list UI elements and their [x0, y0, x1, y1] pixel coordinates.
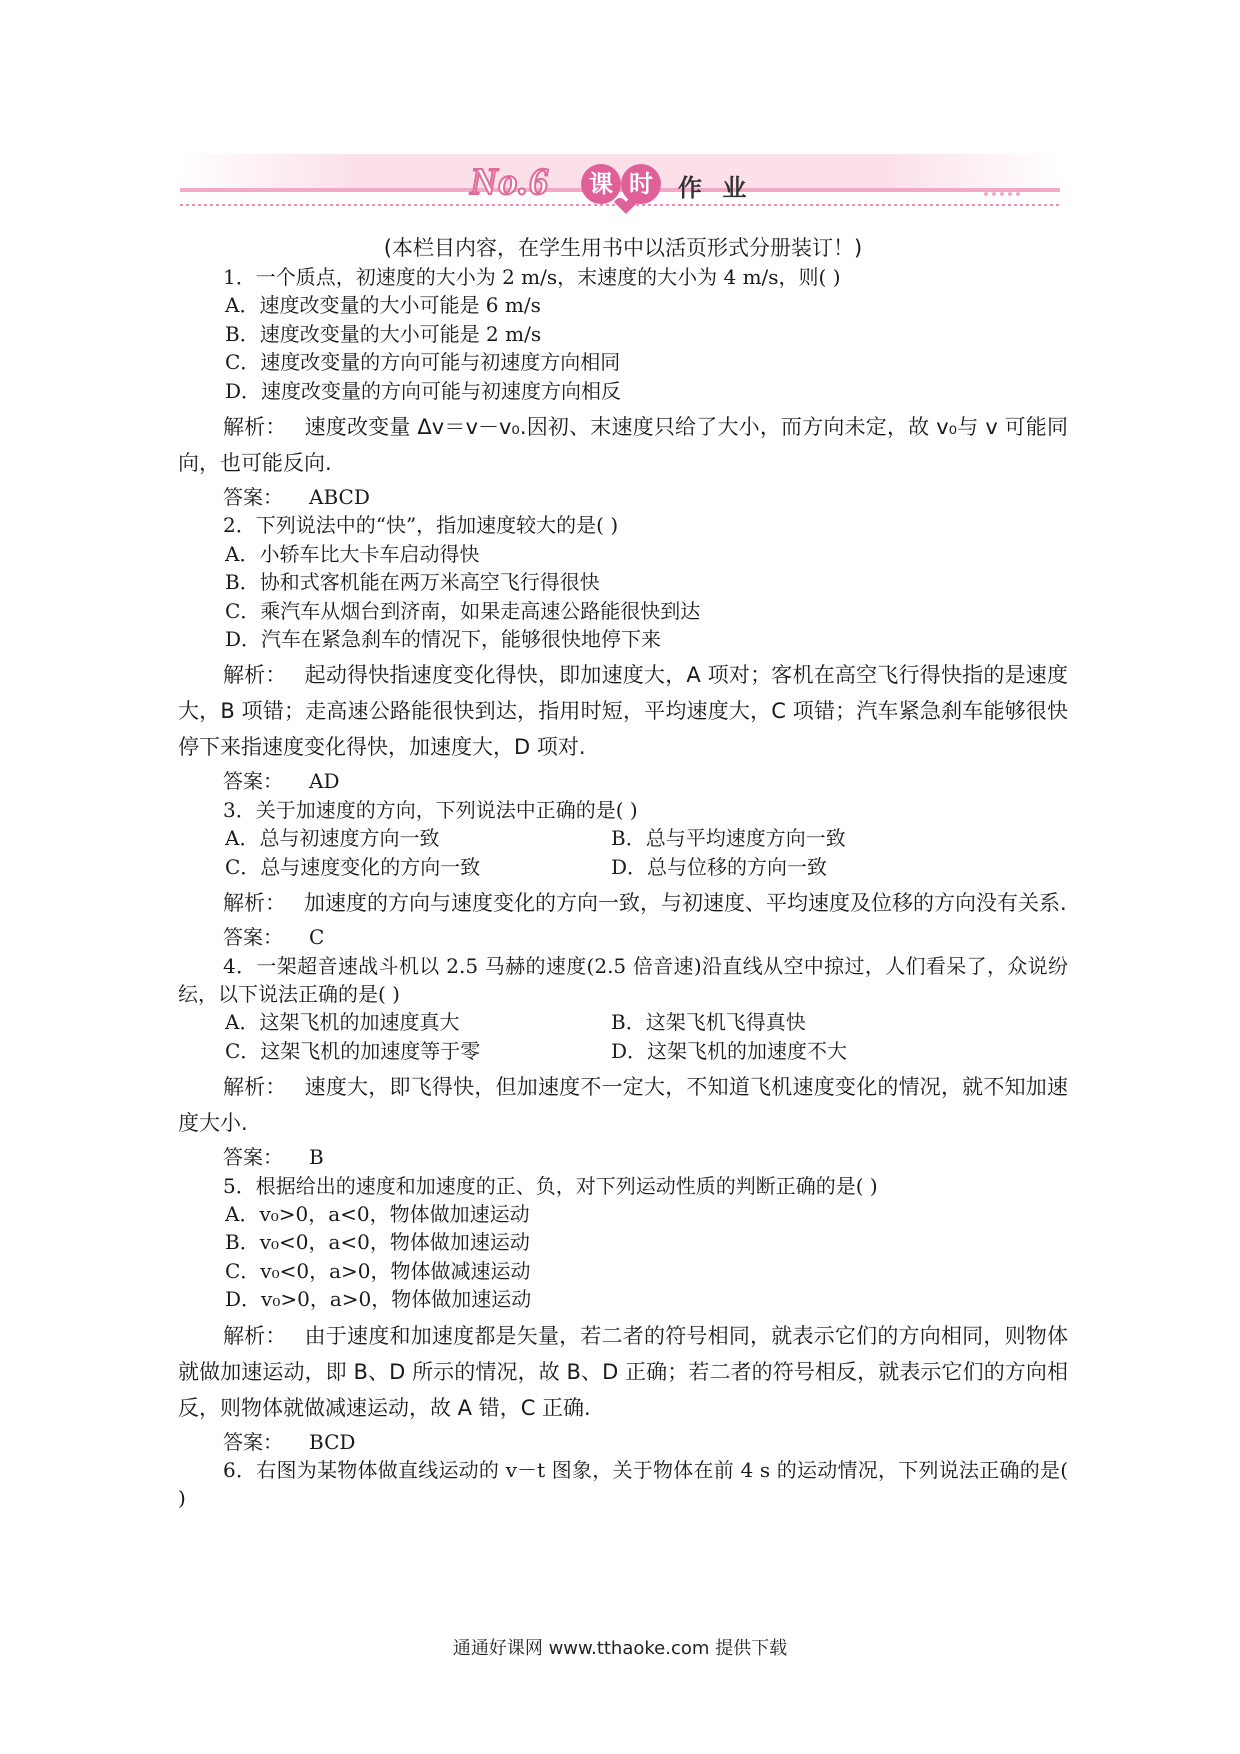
- explanation-text: 加速度的方向与速度变化的方向一致，与初速度、平均速度及位移的方向没有关系.: [304, 891, 1067, 916]
- explanation-text: 速度大，即飞得快，但加速度不一定大，不知道飞机速度变化的情况，就不知加速度大小.: [178, 1075, 1069, 1136]
- answer-value: ABCD: [309, 485, 370, 510]
- question-4-options-row-1: [178, 1008, 1068, 1036]
- question-2-option-c: C．乘汽车从烟台到济南，如果走高速公路能很快到达: [225, 598, 701, 623]
- question-5-option-d: D．v₀>0，a>0，物体做加速运动: [225, 1287, 532, 1312]
- explanation-text: 速度改变量 Δv＝v－v₀.因初、末速度只给了大小，而方向未定，故 v₀与 v 可能同向，也可能反向.: [178, 415, 1068, 476]
- explanation-label: 解析：: [223, 415, 287, 440]
- question-5-explanation: [178, 1318, 1068, 1426]
- page-footer: 通通好课网 www.tthaoke.com 提供下载: [452, 1638, 788, 1659]
- question-1-option-c: C．速度改变量的方向可能与初速度方向相同: [225, 350, 621, 375]
- question-4-stem: 4．一架超音速战斗机以 2.5 马赫的速度(2.5 倍音速)沿直线从空中掠过，人们看呆了，众说纷纭，以下说法正确的是( ): [178, 953, 1068, 1006]
- answer-label: 答案：: [223, 1429, 283, 1454]
- answer-label: 答案：: [223, 769, 283, 794]
- question-3-option-d: D．总与位移的方向一致: [611, 854, 828, 879]
- answer-value: C: [309, 925, 325, 950]
- question-2-explanation: [178, 657, 1068, 765]
- answer-label: 答案：: [223, 1145, 283, 1170]
- question-4-answer: [178, 1143, 1068, 1171]
- question-2-stem: 2．下列说法中的“快”，指加速度较大的是( ): [223, 513, 619, 538]
- question-3-option-a: A．总与初速度方向一致: [225, 826, 440, 851]
- question-1-answer: [178, 483, 1068, 511]
- question-1-option-d: D．速度改变量的方向可能与初速度方向相反: [225, 378, 622, 403]
- lesson-number: No.6: [470, 161, 549, 203]
- answer-value: B: [309, 1145, 324, 1170]
- badge-ke: 课: [581, 164, 621, 204]
- question-4-explanation: [178, 1069, 1068, 1141]
- answer-label: 答案：: [223, 485, 283, 510]
- question-3-answer: [178, 923, 1068, 951]
- question-4-option-d: D．这架飞机的加速度不大: [611, 1038, 848, 1063]
- question-4-options-row-2: [178, 1037, 1068, 1065]
- question-3-options-row-1: [178, 824, 1068, 852]
- question-4-option-b: B．这架飞机飞得真快: [611, 1010, 806, 1035]
- question-5-option-a: A．v₀>0，a<0，物体做加速运动: [225, 1201, 530, 1226]
- binding-notice: (本栏目内容，在学生用书中以活页形式分册装订！): [383, 236, 863, 260]
- question-1-stem: 1．一个质点，初速度的大小为 2 m/s，末速度的大小为 4 m/s，则( ): [223, 265, 841, 289]
- explanation-label: 解析：: [223, 1323, 287, 1348]
- question-3-options-row-2: [178, 853, 1068, 881]
- answer-value: BCD: [309, 1429, 356, 1454]
- question-2-option-a: A．小轿车比大卡车启动得快: [225, 541, 480, 566]
- question-1-option-a: A．速度改变量的大小可能是 6 m/s: [225, 293, 541, 318]
- question-3-option-b: B．总与平均速度方向一致: [611, 826, 846, 851]
- question-1-explanation: [178, 409, 1068, 481]
- question-2-answer: [178, 767, 1068, 795]
- lesson-header: [180, 150, 1060, 220]
- question-5-answer: [178, 1428, 1068, 1456]
- question-3-explanation: [178, 885, 1068, 921]
- question-6-stem: 6．右图为某物体做直线运动的 v－t 图象，关于物体在前 4 s 的运动情况，下列说法正确的是( ): [178, 1457, 1068, 1511]
- question-3-option-c: C．总与速度变化的方向一致: [225, 854, 481, 879]
- document-body: [178, 233, 1068, 1513]
- question-5-option-c: C．v₀<0，a>0，物体做减速运动: [225, 1258, 531, 1283]
- answer-label: 答案：: [223, 925, 283, 950]
- explanation-text: 起动得快指速度变化得快，即加速度大，A 项对；客机在高空飞行得快指的是速度大，B 项错；走高速公路能很快到达，指用时短，平均速度大，C 项错；汽车紧急刹车能够很快停下来指速度变化得快，加速度大，D 项对.: [178, 663, 1069, 760]
- question-5-stem: 5．根据给出的速度和加速度的正、负，对下列运动性质的判断正确的是( ): [223, 1173, 878, 1198]
- header-title: 作 业: [678, 174, 753, 202]
- badge-shi: 时: [621, 164, 661, 204]
- question-5-option-b: B．v₀<0，a<0，物体做加速运动: [225, 1230, 530, 1255]
- explanation-label: 解析：: [223, 1075, 287, 1100]
- question-1-option-b: B．速度改变量的大小可能是 2 m/s: [225, 321, 542, 346]
- explanation-text: 由于速度和加速度都是矢量，若二者的符号相同，就表示它们的方向相同，则物体就做加速运动，即 B、D 所示的情况，故 B、D 正确；若二者的符号相反，就表示它们的方向相反，则物体就做减速运动，故 A 错，C 正确.: [178, 1323, 1069, 1420]
- answer-value: AD: [309, 769, 340, 794]
- question-3-stem: 3．关于加速度的方向，下列说法中正确的是( ): [223, 797, 638, 822]
- question-4-option-a: A．这架飞机的加速度真大: [225, 1010, 460, 1035]
- explanation-label: 解析：: [223, 663, 287, 688]
- question-2-option-d: D．汽车在紧急刹车的情况下，能够很快地停下来: [225, 627, 662, 652]
- question-4-option-c: C．这架飞机的加速度等于零: [225, 1038, 481, 1063]
- question-2-option-b: B．协和式客机能在两万米高空飞行得很快: [225, 570, 600, 595]
- explanation-label: 解析：: [223, 891, 286, 916]
